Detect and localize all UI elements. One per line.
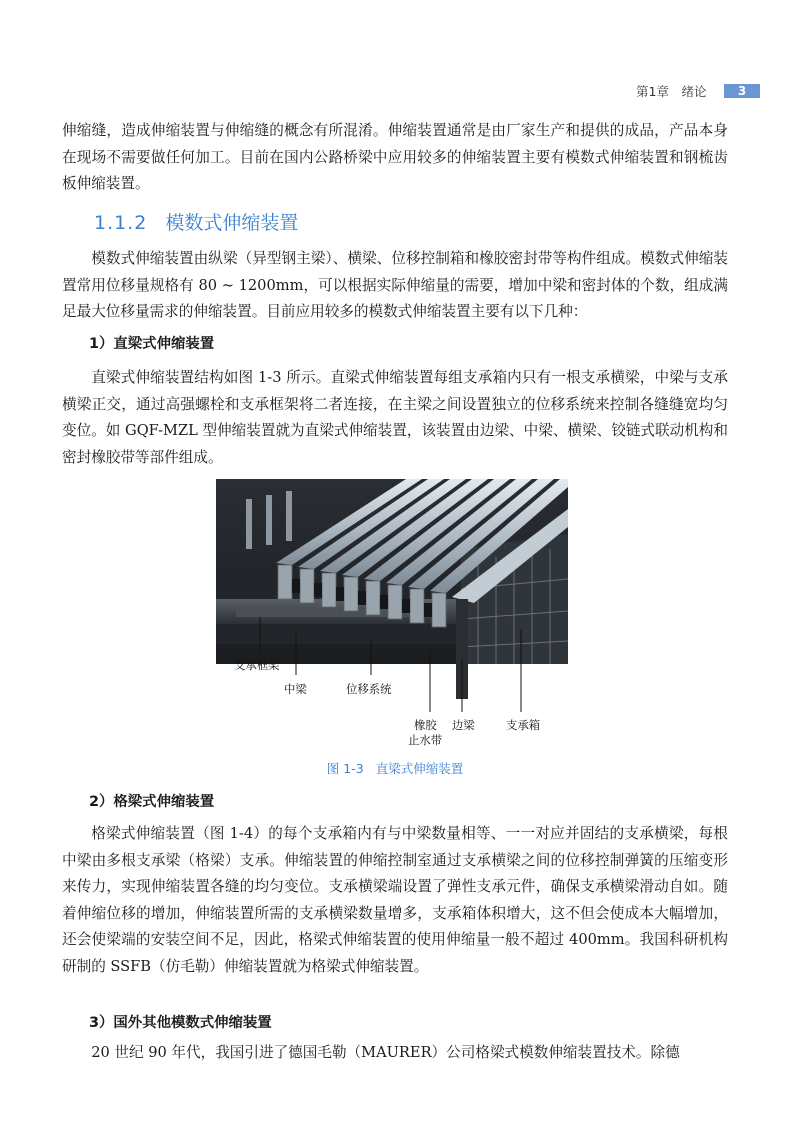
paragraph-intro: 伸缩缝，造成伸缩装置与伸缩缝的概念有所混淆。伸缩装置通常是由厂家生产和提供的成品，产品本身在现场不需要做任何加工。目前在国内公路桥梁中应用较多的伸缩装置主要有模数式伸缩装置和钢梳齿板伸缩装置。 (62, 122, 728, 192)
figure-caption-text: 直梁式伸缩装置 (375, 761, 464, 776)
section-number: 1.1.2 (94, 212, 148, 234)
section-title: 模数式伸缩装置 (165, 212, 299, 234)
chapter-title: 第1章 绪论 (636, 84, 707, 99)
paragraph-grid-beam: 格梁式伸缩装置（图 1-4）的每个支承箱内有与中梁数量相等、一一对应并固结的支承横梁，每根中梁由多根支承梁（格梁）支承。伸缩装置的伸缩控制室通过支承横梁之间的位移控制弹簧的压缩变形来传力，实现伸缩装置各缝的均匀变位。支承横梁端设置了弹性支承元件，确保支承横梁滑动自如。随着伸缩位移的增加，伸缩装置所需的支承横梁数量增多，支承箱体积增大，这不但会使成本大幅增加，还会使梁端的安装空间不足，因此，格梁式伸缩装置的使用伸缩量一般不超过 400mm。我国科研机构研制的 SSFB（仿毛勒）伸缩装置就为格梁式伸缩装置。 (62, 825, 728, 975)
label-waterstop: 止水带 (408, 733, 443, 747)
subheading-other: 3）国外其他模数式伸缩装置 (89, 1015, 272, 1031)
label-displacement-system: 位移系统 (346, 682, 392, 696)
running-header (0, 82, 790, 100)
label-middle-beam: 中梁 (284, 682, 307, 696)
label-edge-beam: 边梁 (452, 718, 475, 732)
paragraph-modular: 模数式伸缩装置由纵梁（异型钢主梁）、横梁、位移控制箱和橡胶密封带等构件组成。模数式伸缩装置常用位移量规格有 80 ~ 1200mm，可以根据实际伸缩量的需要，增加中梁和密封体的个数，组成满足最大位移量需求的伸缩装置。目前应用较多的模数式伸缩装置主要有以下几种： (62, 250, 728, 320)
section-heading (94, 208, 298, 235)
figure-expansion-joint-image (216, 479, 568, 747)
subheading-straight-beam: 1）直梁式伸缩装置 (89, 336, 215, 352)
paragraph-foreign: 20 世纪 90 年代，我国引进了德国毛勒（MAURER）公司格梁式模数伸缩装置技术。除德 (91, 1044, 680, 1061)
figure-caption-number: 图 1-3 (326, 761, 364, 776)
figure-caption (0, 759, 790, 777)
label-support-frame: 支承框架 (234, 658, 280, 672)
expansion-joint-rendering (216, 479, 568, 747)
paragraph-straight-beam: 直梁式伸缩装置结构如图 1-3 所示。直梁式伸缩装置每组支承箱内只有一根支承横梁，中梁与支承横梁正交，通过高强螺栓和支承框架将二者连接，在主梁之间设置独立的位移系统来控制各缝缝宽均匀变位。如 GQF-MZL 型伸缩装置就为直梁式伸缩装置，该装置由边梁、中梁、横梁、铰链式联动机构和密封橡胶带等部件组成。 (62, 369, 728, 466)
label-rubber: 橡胶 (414, 718, 437, 732)
subheading-grid-beam: 2）格梁式伸缩装置 (89, 794, 215, 810)
label-support-box: 支承箱 (506, 718, 541, 732)
page-number: 3 (724, 84, 760, 98)
